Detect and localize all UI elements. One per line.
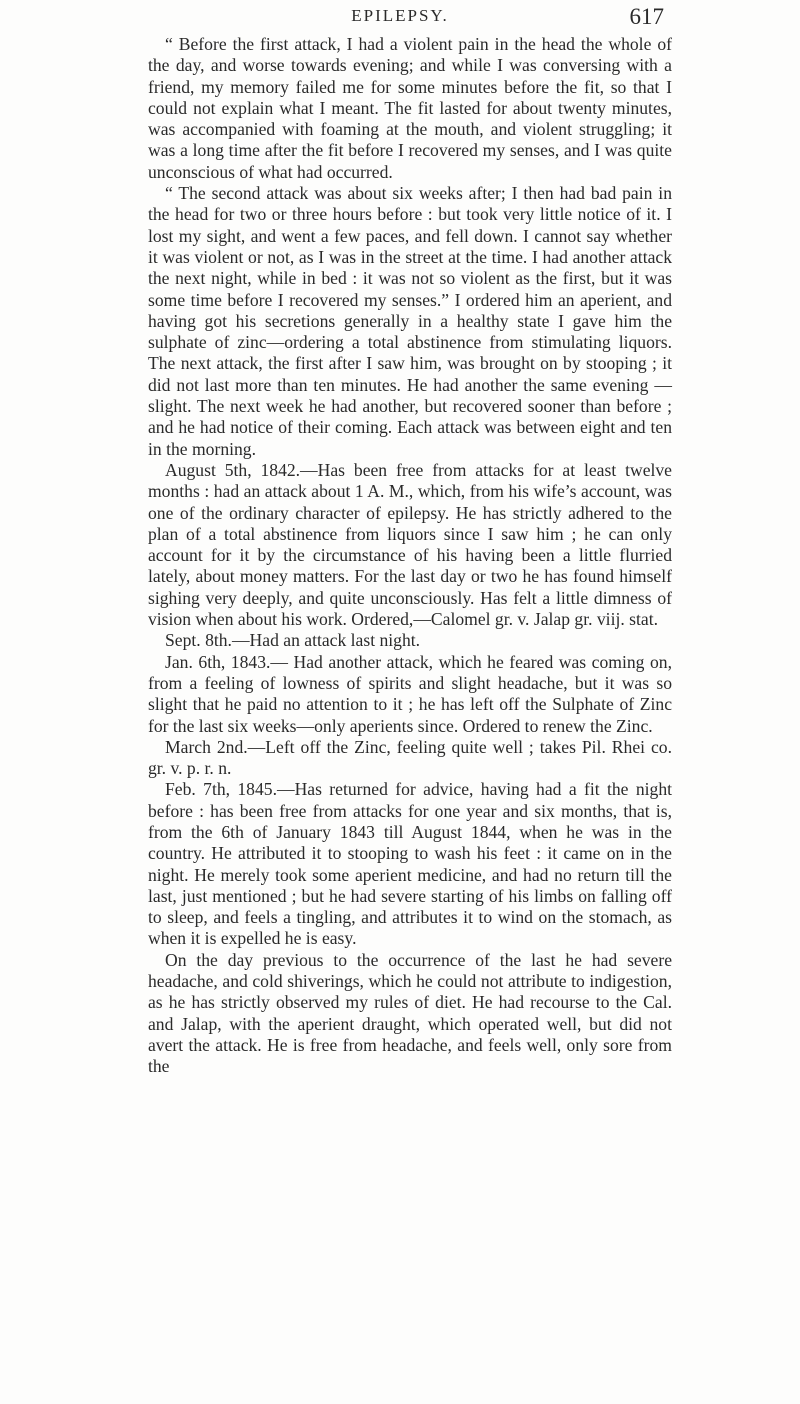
running-head: EPILEPSY. (351, 6, 449, 25)
paragraph-august-1842: August 5th, 1842.—Has been free from attacks for at least twelve months : had an attack about 1 A. M., which, from his wife’s account, was one of the ordinary character of epilepsy. He has strictly adhered to the plan of a total abstinence from liquors since I saw him ; he can only account for it by the circumstance of his having been a little flurried lately, about money matters. For the last day or two he has found himself sighing very deeply, and quite unconsciously. Has felt a little dimness of vision when about his work. Ordered,—Calomel gr. v. Jalap gr. viij. stat. (148, 459, 672, 630)
paragraph-march-2nd: March 2nd.—Left off the Zinc, feeling quite well ; takes Pil. Rhei co. gr. v. p. r. n. (148, 736, 672, 779)
paragraph-first-attack: “ Before the first attack, I had a violent pain in the head the whole of the day, and worse towards evening; and while I was conversing with a friend, my memory failed me for some minutes before the fit, so that I could not explain what I meant. The fit lasted for about twenty minutes, was accompanied with foaming at the mouth, and violent struggling; it was a long time after the fit before I recovered my senses, and I was quite unconscious of what had occurred. (148, 34, 672, 182)
paragraph-second-attack: “ The second attack was about six weeks after; I then had bad pain in the head for two or three hours before : but took very little notice of it. I lost my sight, and went a few paces, and fell down. I cannot say whether it was violent or not, as I was in the street at the time. I had another attack the next night, while in bed : it was not so violent as the first, but it was some time before I recovered my senses.” I ordered him an aperient, and having got his secretions generally in a healthy state I gave him the sulphate of zinc—ordering a total abstinence from stimulating liquors. The next attack, the first after I saw him, was brought on by stooping ; it did not last more than ten minutes. He had another the same evening —slight. The next week he had another, but recovered sooner than before ; and he had notice of their coming. Each attack was between eight and ten in the morning. (148, 183, 672, 459)
body-text (148, 34, 672, 1078)
paragraph-previous-day: On the day previous to the occurrence of the last he had severe headache, and cold shiverings, which he could not attribute to indigestion, as he has strictly observed my rules of diet. He had recourse to the Cal. and Jalap, with the aperient draught, which operated well, but did not avert the attack. He is free from headache, and feels well, only sore from the (148, 949, 672, 1077)
paragraph-feb-1845: Feb. 7th, 1845.—Has returned for advice, having had a fit the night before : has been free from attacks for one year and six months, that is, from the 6th of January 1843 till August 1844, when he was in the country. He attributed it to stooping to wash his feet : it came on in the night. He merely took some aperient medicine, and had no return till the last, just mentioned ; but he had severe starting of his limbs on falling off to sleep, and feels a tingling, and attributes it to wind on the stomach, as when it is expelled he is easy. (148, 779, 672, 949)
paragraph-sept-8th: Sept. 8th.—Had an attack last night. (165, 630, 421, 651)
page-header (0, 4, 800, 30)
page-number: 617 (629, 4, 664, 29)
paragraph-jan-1843: Jan. 6th, 1843.— Had another attack, which he feared was coming on, from a feeling of lowness of spirits and slight headache, but it was so slight that he paid no attention to it ; he has left off the Sulphate of Zinc for the last six weeks—only aperients since. Ordered to renew the Zinc. (148, 651, 672, 736)
